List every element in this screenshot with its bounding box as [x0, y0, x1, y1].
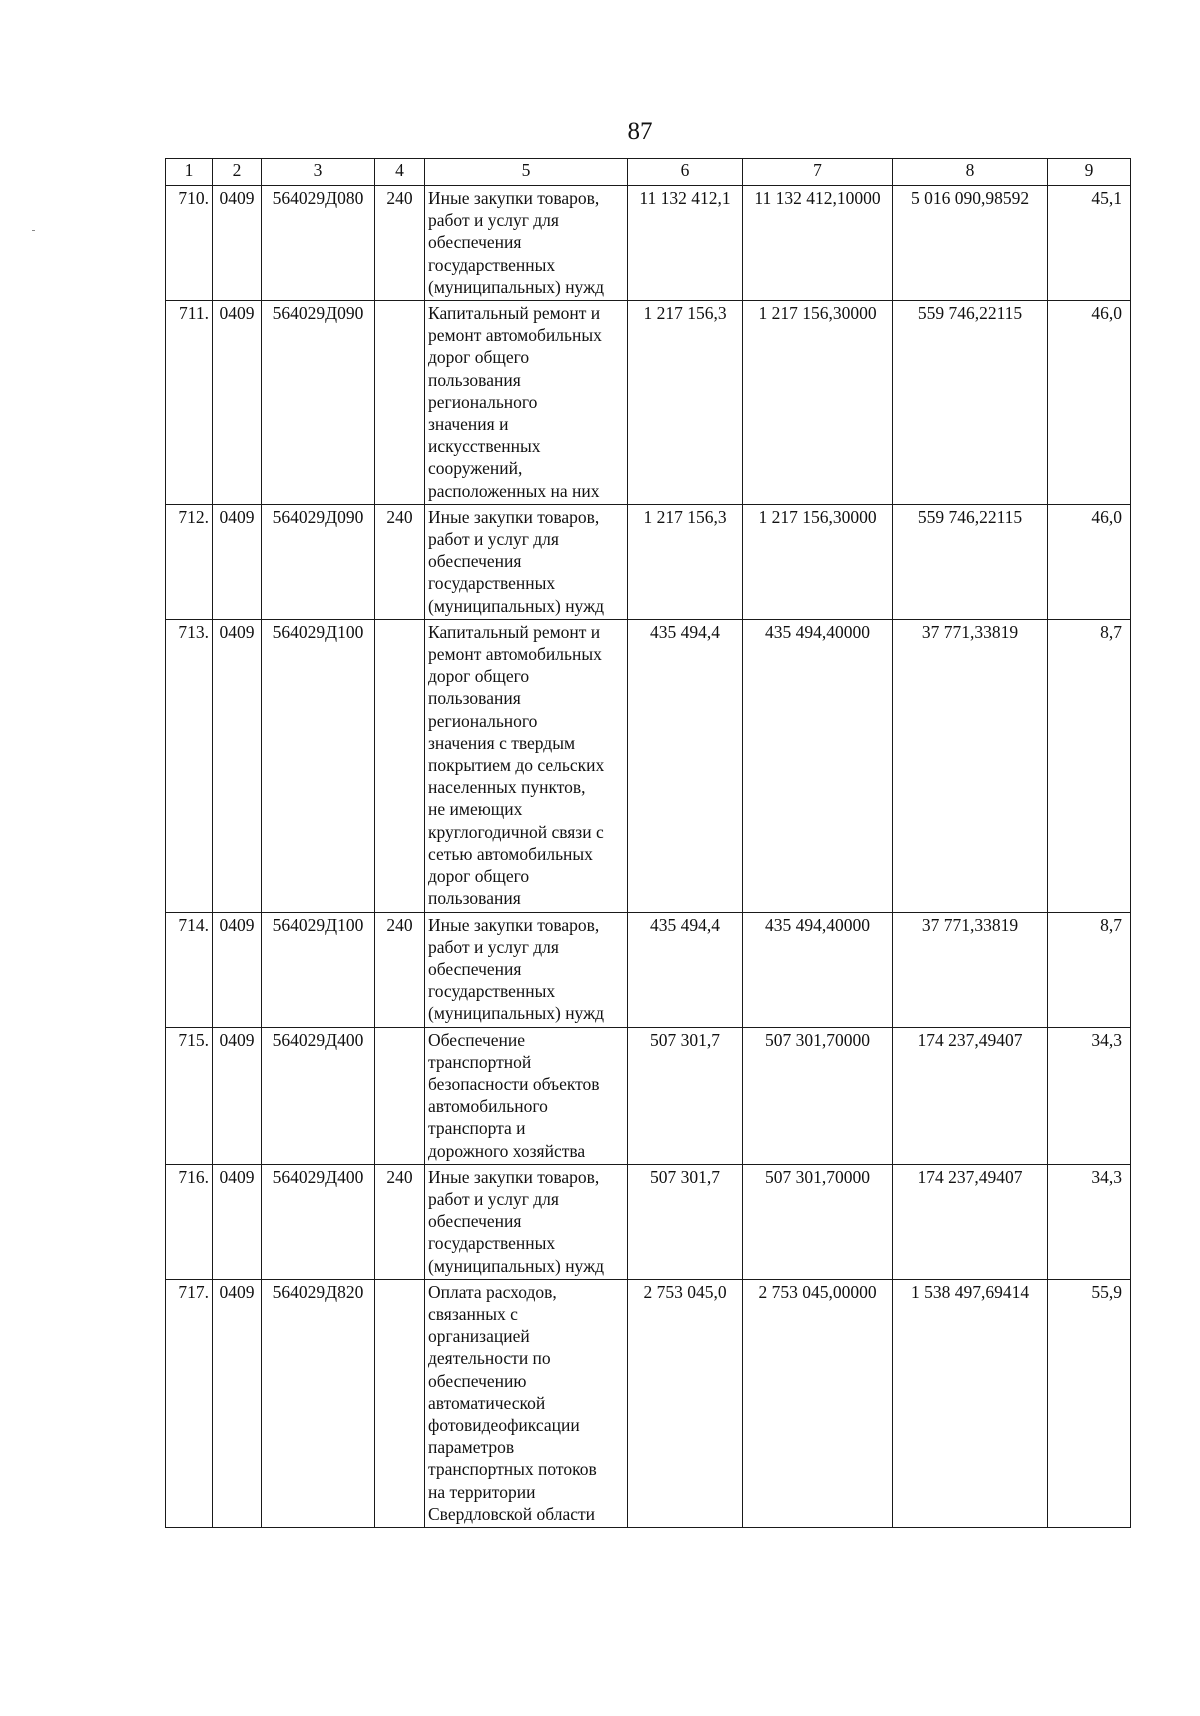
row-number-cell: 712.	[166, 504, 213, 619]
description-line: государственных	[428, 254, 556, 275]
description-line: ремонт автомобильных	[428, 644, 602, 665]
description-line: Капитальный ремонт и	[428, 621, 601, 642]
description-line: автоматической	[428, 1392, 546, 1413]
table-row	[166, 619, 1131, 912]
description-line: Иные закупки товаров,	[428, 1166, 600, 1187]
description-line: значения с твердым	[428, 732, 576, 753]
description-line: (муниципальных) нужд	[428, 595, 605, 616]
row-number-cell: 714.	[166, 912, 213, 1027]
description-line: (муниципальных) нужд	[428, 1255, 605, 1276]
plan-detailed-cell: 1 217 156,30000	[743, 301, 893, 505]
target-article-cell: 564029Д400	[262, 1027, 375, 1164]
description-line: транспорта и	[428, 1118, 526, 1139]
description-line: работ и услуг для	[428, 529, 559, 550]
section-code-cell: 0409	[213, 301, 262, 505]
section-code-cell: 0409	[213, 1279, 262, 1527]
executed-amount-cell: 559 746,22115	[893, 301, 1048, 505]
plan-detailed-cell: 2 753 045,00000	[743, 1279, 893, 1527]
description-line: пользования	[428, 369, 521, 390]
table-row	[166, 1027, 1131, 1164]
plan-amount-cell: 507 301,7	[628, 1027, 743, 1164]
description-line: значения и	[428, 414, 509, 435]
description-line: населенных пунктов,	[428, 777, 586, 798]
expense-type-cell	[375, 301, 425, 505]
table-row	[166, 504, 1131, 619]
percent-cell: 55,9	[1048, 1279, 1131, 1527]
section-code-cell: 0409	[213, 619, 262, 912]
description-cell	[425, 619, 628, 912]
description-line: обеспечения	[428, 1211, 522, 1232]
executed-amount-cell: 1 538 497,69414	[893, 1279, 1048, 1527]
section-code-cell: 0409	[213, 504, 262, 619]
scan-speck	[32, 230, 35, 231]
expense-type-cell: 240	[375, 1164, 425, 1279]
description-line: сооружений,	[428, 458, 523, 479]
description-line: дорожного хозяйства	[428, 1140, 586, 1161]
description-line: сетью автомобильных	[428, 843, 593, 864]
description-line: работ и услуг для	[428, 210, 559, 231]
section-code-cell: 0409	[213, 1027, 262, 1164]
description-cell	[425, 912, 628, 1027]
plan-amount-cell: 11 132 412,1	[628, 186, 743, 301]
plan-detailed-cell: 507 301,70000	[743, 1027, 893, 1164]
description-line: транспортной	[428, 1051, 532, 1072]
expense-type-cell	[375, 619, 425, 912]
target-article-cell: 564029Д100	[262, 912, 375, 1027]
description-cell	[425, 1027, 628, 1164]
description-line: не имеющих	[428, 799, 523, 820]
description-line: Обеспечение	[428, 1029, 526, 1050]
column-header: 8	[893, 159, 1048, 186]
description-line: Иные закупки товаров,	[428, 506, 600, 527]
row-number-cell: 717.	[166, 1279, 213, 1527]
description-line: Капитальный ремонт и	[428, 303, 601, 324]
description-line: Свердловской области	[428, 1503, 596, 1524]
row-number-cell: 715.	[166, 1027, 213, 1164]
description-line: регионального	[428, 710, 538, 731]
section-code-cell: 0409	[213, 1164, 262, 1279]
plan-detailed-cell: 11 132 412,10000	[743, 186, 893, 301]
expense-type-cell	[375, 1027, 425, 1164]
description-line: дорог общего	[428, 866, 530, 887]
executed-amount-cell: 174 237,49407	[893, 1027, 1048, 1164]
table-row	[166, 301, 1131, 505]
percent-cell: 46,0	[1048, 504, 1131, 619]
target-article-cell: 564029Д090	[262, 301, 375, 505]
executed-amount-cell: 174 237,49407	[893, 1164, 1048, 1279]
description-line: связанных с	[428, 1303, 518, 1324]
executed-amount-cell: 37 771,33819	[893, 912, 1048, 1027]
column-header: 5	[425, 159, 628, 186]
description-line: фотовидеофиксации	[428, 1414, 580, 1435]
description-line: Иные закупки товаров,	[428, 188, 600, 208]
column-header: 3	[262, 159, 375, 186]
description-line: на территории	[428, 1481, 536, 1502]
description-line: работ и услуг для	[428, 1188, 559, 1209]
description-line: государственных	[428, 1233, 556, 1254]
plan-amount-cell: 2 753 045,0	[628, 1279, 743, 1527]
column-header: 6	[628, 159, 743, 186]
plan-detailed-cell: 1 217 156,30000	[743, 504, 893, 619]
description-line: обеспечению	[428, 1370, 527, 1391]
plan-amount-cell: 507 301,7	[628, 1164, 743, 1279]
description-line: обеспечения	[428, 958, 522, 979]
target-article-cell: 564029Д080	[262, 186, 375, 301]
expense-type-cell	[375, 1279, 425, 1527]
description-cell	[425, 1279, 628, 1527]
description-line: деятельности по	[428, 1348, 551, 1369]
target-article-cell: 564029Д090	[262, 504, 375, 619]
description-cell	[425, 186, 628, 301]
table-row	[166, 912, 1131, 1027]
table-row	[166, 1164, 1131, 1279]
expense-type-cell: 240	[375, 912, 425, 1027]
percent-cell: 34,3	[1048, 1164, 1131, 1279]
description-line: обеспечения	[428, 232, 522, 253]
description-line: государственных	[428, 573, 556, 594]
executed-amount-cell: 5 016 090,98592	[893, 186, 1048, 301]
description-line: искусственных	[428, 436, 541, 457]
description-line: автомобильного	[428, 1096, 548, 1117]
budget-table	[165, 158, 1131, 1528]
section-code-cell: 0409	[213, 912, 262, 1027]
description-line: параметров	[428, 1437, 515, 1458]
table-body	[166, 159, 1131, 1528]
target-article-cell: 564029Д400	[262, 1164, 375, 1279]
column-header: 2	[213, 159, 262, 186]
description-line: (муниципальных) нужд	[428, 1003, 605, 1024]
description-line: покрытием до сельских	[428, 755, 605, 776]
description-line: транспортных потоков	[428, 1459, 597, 1480]
plan-detailed-cell: 435 494,40000	[743, 619, 893, 912]
description-cell	[425, 301, 628, 505]
description-line: безопасности объектов	[428, 1073, 600, 1094]
percent-cell: 45,1	[1048, 186, 1131, 301]
section-code-cell: 0409	[213, 186, 262, 301]
description-line: Иные закупки товаров,	[428, 914, 600, 935]
row-number-cell: 710.	[166, 186, 213, 301]
row-number-cell: 716.	[166, 1164, 213, 1279]
description-line: дорог общего	[428, 666, 530, 687]
plan-amount-cell: 1 217 156,3	[628, 301, 743, 505]
description-line: (муниципальных) нужд	[428, 276, 605, 297]
table-row	[166, 1279, 1131, 1527]
plan-amount-cell: 1 217 156,3	[628, 504, 743, 619]
executed-amount-cell: 559 746,22115	[893, 504, 1048, 619]
page-number: 87	[627, 118, 653, 145]
plan-detailed-cell: 507 301,70000	[743, 1164, 893, 1279]
description-cell	[425, 1164, 628, 1279]
plan-detailed-cell: 435 494,40000	[743, 912, 893, 1027]
column-header: 4	[375, 159, 425, 186]
description-line: пользования	[428, 688, 521, 709]
target-article-cell: 564029Д100	[262, 619, 375, 912]
expense-type-cell: 240	[375, 186, 425, 301]
description-line: организацией	[428, 1326, 530, 1347]
description-line: ремонт автомобильных	[428, 325, 602, 346]
description-cell	[425, 504, 628, 619]
description-line: работ и услуг для	[428, 936, 559, 957]
column-header: 9	[1048, 159, 1131, 186]
description-line: расположенных на них	[428, 480, 600, 501]
expense-type-cell: 240	[375, 504, 425, 619]
table-row	[166, 186, 1131, 301]
description-line: государственных	[428, 981, 556, 1002]
column-number-row	[166, 159, 1131, 186]
row-number-cell: 711.	[166, 301, 213, 505]
plan-amount-cell: 435 494,4	[628, 912, 743, 1027]
percent-cell: 8,7	[1048, 912, 1131, 1027]
executed-amount-cell: 37 771,33819	[893, 619, 1048, 912]
description-line: регионального	[428, 391, 538, 412]
row-number-cell: 713.	[166, 619, 213, 912]
percent-cell: 8,7	[1048, 619, 1131, 912]
percent-cell: 34,3	[1048, 1027, 1131, 1164]
description-line: обеспечения	[428, 551, 522, 572]
description-line: круглогодичной связи с	[428, 821, 604, 842]
plan-amount-cell: 435 494,4	[628, 619, 743, 912]
column-header: 7	[743, 159, 893, 186]
percent-cell: 46,0	[1048, 301, 1131, 505]
description-line: дорог общего	[428, 347, 530, 368]
description-line: пользования	[428, 888, 521, 909]
description-line: Оплата расходов,	[428, 1281, 557, 1302]
column-header: 1	[166, 159, 213, 186]
target-article-cell: 564029Д820	[262, 1279, 375, 1527]
